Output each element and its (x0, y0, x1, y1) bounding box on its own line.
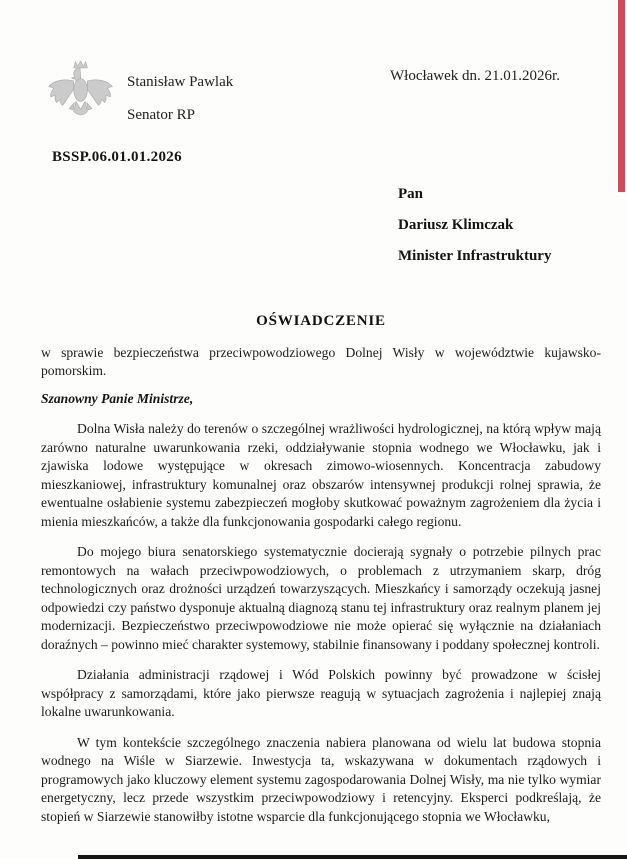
sender-block (127, 66, 233, 132)
document-subject: w sprawie bezpieczeństwa przeciwpowodziowego Dolnej Wisły w województwie kujawsko-pomorskim. (41, 344, 601, 378)
red-accent-bar (618, 0, 625, 192)
body-paragraph: Działania administracji rządowej i Wód Polskich powinny być prowadzone w ścisłej współpracy z samorządami, które jako pierwsze reagują w sytuacjach zagrożenia i najlepiej znają lokalne uwarunkowania. (41, 667, 601, 719)
greeting-line: Szanowny Panie Ministrze, (41, 390, 194, 406)
sender-name: Stanisław Pawlak (127, 74, 234, 90)
bottom-scan-edge-bar (78, 855, 627, 859)
body-paragraph: Do mojego biura senatorskiego systematycznie docierają sygnały o potrzebie pilnych prac remontowych na wałach przeciwpowodziowych, o problemach z utrzymaniem skarp, dróg technologicznych oraz drożności urządzeń towarzyszących. Mieszkańcy i samorządy oczekują jasnej odpowiedzi czy państwo dysponuje aktualną diagnozą stanu tej infrastruktury oraz realnym planem jej modernizacji. Bezpieczeństwo przeciwpowodziowe nie może opierać się wyłącznie na działaniach doraźnych – powinno mieć charakter systemowy, stabilnie finansowany i poddany społecznej kontroli. (41, 544, 601, 652)
document-title: OŚWIADCZENIE (256, 313, 386, 329)
recipient-name: Dariusz Klimczak (398, 217, 514, 233)
polish-eagle-emblem-icon (46, 50, 114, 138)
body-paragraph: Dolna Wisła należy do terenów o szczególnej wrażliwości hydrologicznej, na którą wpływ mają zarówno naturalne uwarunkowania rzeki, oddziaływanie stopnia wodnego we Włocławku, jak i zjawiska lodowe występujące w okresach zimowo-wiosennych. Koncentracja zabudowy mieszkaniowej, infrastruktury komunalnej oraz obszarów intensywnej produkcji rolnej sprawia, że ewentualne osłabienie systemu zabezpieczeń mogłoby skutkować poważnym zagrożeniem dla życia i mienia mieszkańców, a także dla funkcjonowania gospodarki całego regionu. (41, 421, 601, 529)
paragraphs-container (41, 420, 601, 826)
recipient-block (398, 179, 551, 272)
reference-number: BSSP.06.01.01.2026 (52, 149, 182, 165)
recipient-salutation: Pan (398, 186, 424, 202)
place-and-date: Włocławek dn. 21.01.2026r. (390, 68, 560, 84)
letter-body (41, 312, 601, 826)
body-paragraph: W tym kontekście szczególnego znaczenia nabiera planowana od wielu lat budowa stopnia wodnego na Wiśle w Siarzewie. Inwestycja ta, wskazywana w dokumentach rządowych i programowych jako kluczowy element systemu zagospodarowania Dolnej Wisły, ma nie tylko wymiar energetyczny, lecz przede wszystkim przeciwpowodziowy i retencyjny. Eksperci podkreślają, że stopień w Siarzewie stanowiłby istotne wsparcie dla funkcjonującego stopnia we Włocławku, (41, 734, 601, 824)
recipient-position: Minister Infrastruktury (398, 248, 552, 264)
sender-title: Senator RP (127, 107, 195, 123)
